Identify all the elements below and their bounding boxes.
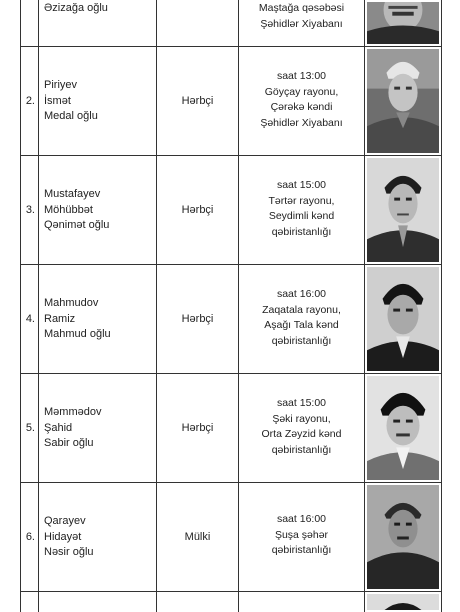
number-cell: [20, 374, 38, 482]
funeral-info-line: qəbiristanlığı: [271, 443, 332, 456]
info-cell: [238, 156, 364, 264]
person-type: Hərbçi: [181, 422, 214, 434]
funeral-info-line: Tərtər rayonu,: [268, 194, 335, 207]
number-cell: [20, 0, 38, 46]
person-name-line: Nəsir oğlu: [44, 546, 94, 558]
type-cell: [156, 592, 238, 612]
name-cell: [38, 0, 156, 46]
photo-cell: [364, 592, 442, 612]
funeral-info-line: saat 15:00: [276, 179, 327, 191]
portrait-photo: [367, 267, 439, 371]
portrait-photo: [367, 485, 439, 589]
funeral-info-line: saat 16:00: [276, 513, 327, 525]
funeral-info-line: Maştağa qəsəbəsi: [258, 2, 345, 14]
person-name-line: İsmət: [44, 94, 71, 107]
portrait-photo: [367, 594, 439, 610]
funeral-info-line: Şəhidlər Xiyabanı: [260, 17, 343, 30]
portrait-photo: [367, 49, 439, 153]
person-name-line: Əzizağa oğlu: [44, 2, 108, 14]
person-type: Mülki: [184, 531, 211, 543]
funeral-info-line: qəbiristanlığı: [271, 544, 332, 556]
name-cell: [38, 592, 156, 612]
photo-cell: [364, 0, 442, 46]
funeral-info-line: Şəki rayonu,: [272, 412, 331, 425]
person-name-line: Piriyev: [44, 79, 78, 91]
type-cell: [156, 0, 238, 46]
info-cell: [238, 592, 364, 612]
info-cell: [238, 374, 364, 482]
person-name-line: Mustafayev: [44, 188, 101, 200]
funeral-info-line: Seydimli kənd: [268, 210, 335, 222]
person-type: Hərbçi: [181, 313, 214, 325]
info-cell: [238, 483, 364, 591]
number-cell: [20, 47, 38, 155]
funeral-info-line: Şəhidlər Xiyabanı: [260, 116, 343, 129]
name-cell: [38, 483, 156, 591]
person-name-line: Möhübbət: [44, 203, 93, 216]
person-name-line: Ramiz: [44, 312, 76, 325]
person-type: Hərbçi: [181, 95, 214, 107]
portrait-photo: [367, 2, 439, 44]
photo-cell: [364, 265, 442, 373]
funeral-info-line: saat 16:00: [276, 288, 327, 300]
row-number: 4.: [25, 313, 35, 325]
table-row: [20, 0, 442, 47]
person-name-line: Şahid: [44, 421, 73, 434]
photo-cell: [364, 374, 442, 482]
funeral-info-line: saat 13:00: [276, 70, 327, 82]
person-name-line: Qarayev: [44, 515, 86, 527]
funeral-info-line: Çərəkə kəndi: [270, 101, 333, 113]
photo-cell: [364, 47, 442, 155]
funeral-info-line: Aşağı Tala kənd: [264, 319, 339, 331]
funeral-info-line: saat 15:00: [276, 397, 327, 409]
number-cell: [20, 156, 38, 264]
person-name-line: Medal oğlu: [44, 110, 98, 122]
row-number: 2.: [25, 95, 35, 107]
person-name-line: Məmmədov: [44, 406, 102, 418]
photo-cell: [364, 156, 442, 264]
name-cell: [38, 265, 156, 373]
table-row: [20, 265, 442, 374]
row-number: 6.: [25, 531, 35, 543]
funeral-info-line: Orta Zəyzid kənd: [261, 428, 342, 440]
photo-cell: [364, 483, 442, 591]
table-row: [20, 592, 442, 612]
info-cell: [238, 0, 364, 46]
funeral-info-line: Zaqatala rayonu,: [262, 303, 341, 316]
name-cell: [38, 374, 156, 482]
funeral-info-line: qəbiristanlığı: [271, 334, 332, 347]
row-number: 3.: [25, 204, 35, 216]
type-cell: [156, 265, 238, 373]
table-row: [20, 156, 442, 265]
number-cell: [20, 265, 38, 373]
funeral-info-line: qəbiristanlığı: [271, 225, 332, 238]
type-cell: [156, 47, 238, 155]
person-name-line: Mahmud oğlu: [44, 328, 111, 340]
funeral-info-line: Göyçay rayonu,: [264, 85, 339, 98]
type-cell: [156, 374, 238, 482]
person-name-line: Qənimət oğlu: [44, 219, 110, 231]
row-number: 5.: [25, 422, 35, 434]
info-cell: [238, 265, 364, 373]
portrait-photo: [367, 376, 439, 480]
table-row: [20, 374, 442, 483]
person-type: Hərbçi: [181, 204, 214, 216]
type-cell: [156, 483, 238, 591]
person-name-line: Sabir oğlu: [44, 437, 94, 449]
person-name-line: Hidayət: [44, 530, 82, 543]
name-cell: [38, 156, 156, 264]
info-cell: [238, 47, 364, 155]
number-cell: [20, 592, 38, 612]
portrait-photo: [367, 158, 439, 262]
funeral-info-line: Şuşa şəhər: [274, 528, 329, 541]
name-cell: [38, 47, 156, 155]
number-cell: [20, 483, 38, 591]
table-row: [20, 483, 442, 592]
type-cell: [156, 156, 238, 264]
person-name-line: Mahmudov: [44, 297, 99, 309]
table-row: [20, 47, 442, 156]
